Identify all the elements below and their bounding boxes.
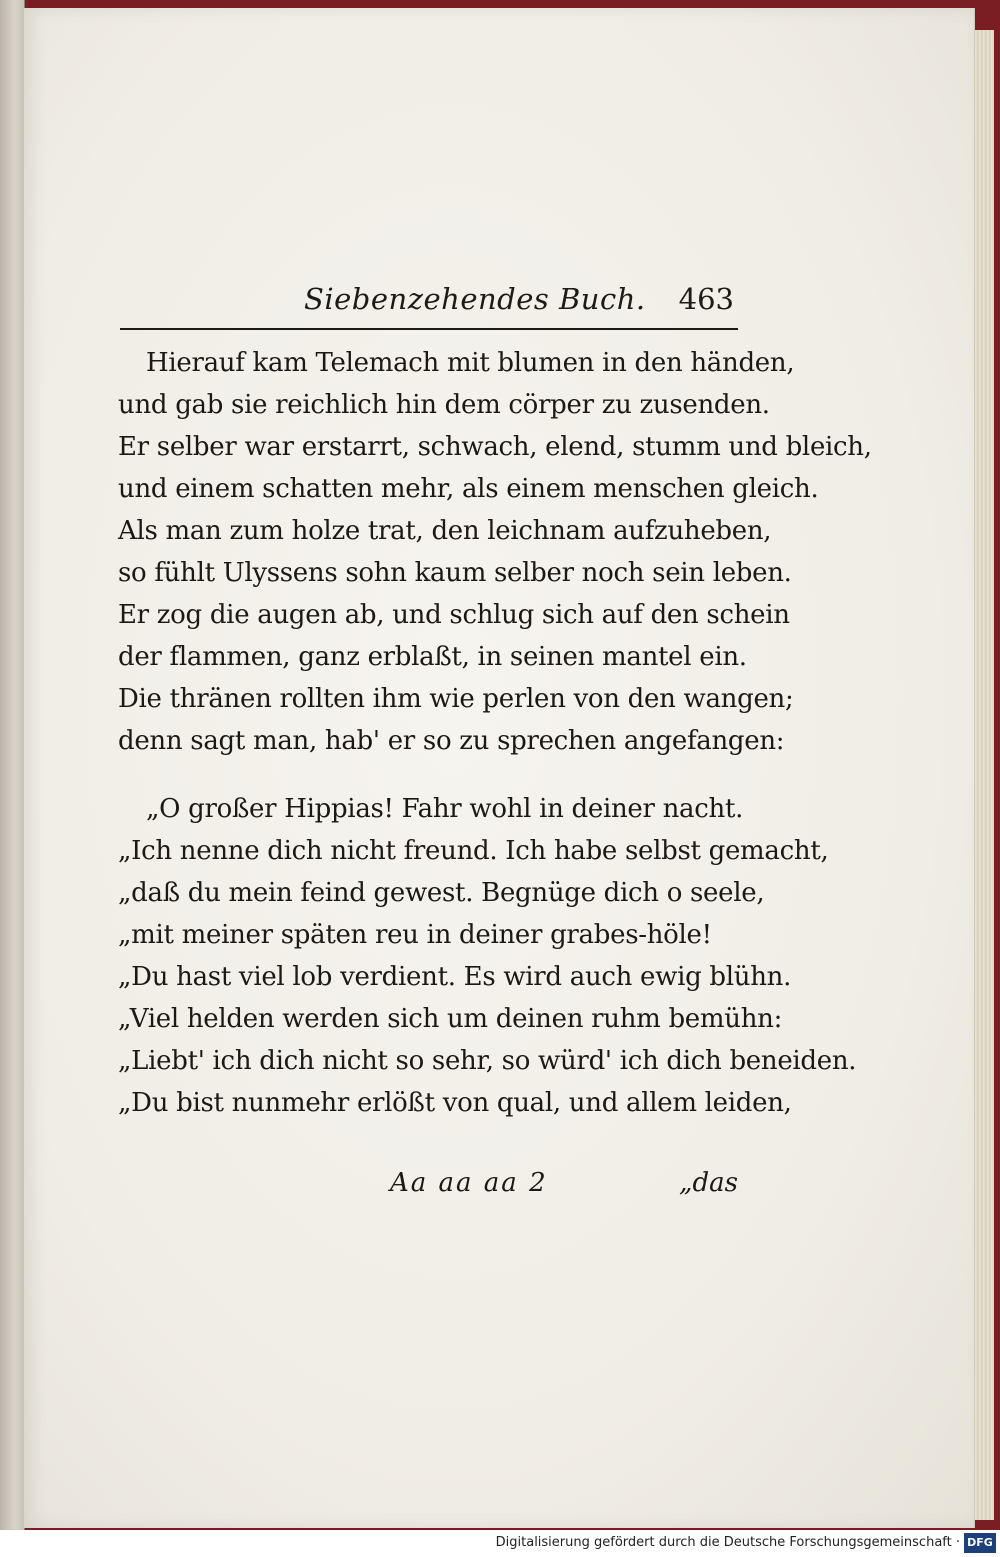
running-title: Siebenzehendes Buch.: [304, 282, 646, 316]
verse-line: „Du hast viel lob verdient. Es wird auch ewig blühn.: [118, 962, 792, 992]
funding-banner: [0, 1530, 1000, 1557]
verse-line: Als man zum holze trat, den leichnam aufzuheben,: [118, 516, 772, 546]
catchword: „das: [679, 1168, 738, 1198]
dfg-logo-icon: DFG: [964, 1533, 996, 1553]
verse-line: „Liebt' ich dich nicht so sehr, so würd' ich dich beneiden.: [118, 1046, 857, 1076]
verse-line: „Ich nenne dich nicht freund. Ich habe selbst gemacht,: [118, 836, 829, 866]
page-footer: [120, 1168, 738, 1208]
page-header: [120, 282, 738, 330]
verse-line: „mit meiner späten reu in deiner grabes-höle!: [118, 920, 712, 950]
verse-line: „O großer Hippias! Fahr wohl in deiner nacht.: [146, 794, 744, 824]
verse-line: so fühlt Ulyssens sohn kaum selber noch sein leben.: [118, 558, 792, 588]
verse-line: und gab sie reichlich hin dem cörper zu zusenden.: [118, 390, 770, 420]
verse-line: Er zog die augen ab, und schlug sich auf den schein: [118, 600, 790, 630]
verse-line: Er selber war erstarrt, schwach, elend, stumm und bleich,: [118, 432, 872, 462]
verse-line: Hierauf kam Telemach mit blumen in den händen,: [146, 348, 795, 378]
verse-line: „daß du mein feind gewest. Begnüge dich o seele,: [118, 878, 765, 908]
verse-line: „Viel helden werden sich um deinen ruhm bemühn:: [118, 1004, 783, 1034]
verse-line: der flammen, ganz erblaßt, in seinen mantel ein.: [118, 642, 747, 672]
funding-text: Digitalisierung gefördert durch die Deutsche Forschungsgemeinschaft ·: [495, 1535, 960, 1550]
verse-stanza-2: [118, 788, 857, 1124]
verse-line: denn sagt man, hab' er so zu sprechen angefangen:: [118, 726, 785, 756]
page-number: 463: [678, 282, 734, 316]
verse-stanza-1: [118, 342, 872, 762]
verse-line: „Du bist nunmehr erlößt von qual, und allem leiden,: [118, 1088, 792, 1118]
previous-page-edge: [0, 0, 25, 1530]
verse-line: Die thränen rollten ihm wie perlen von den wangen;: [118, 684, 794, 714]
signature-mark: Aa aa aa 2: [390, 1168, 548, 1198]
verse-line: und einem schatten mehr, als einem menschen gleich.: [118, 474, 819, 504]
book-page: [24, 8, 975, 1528]
